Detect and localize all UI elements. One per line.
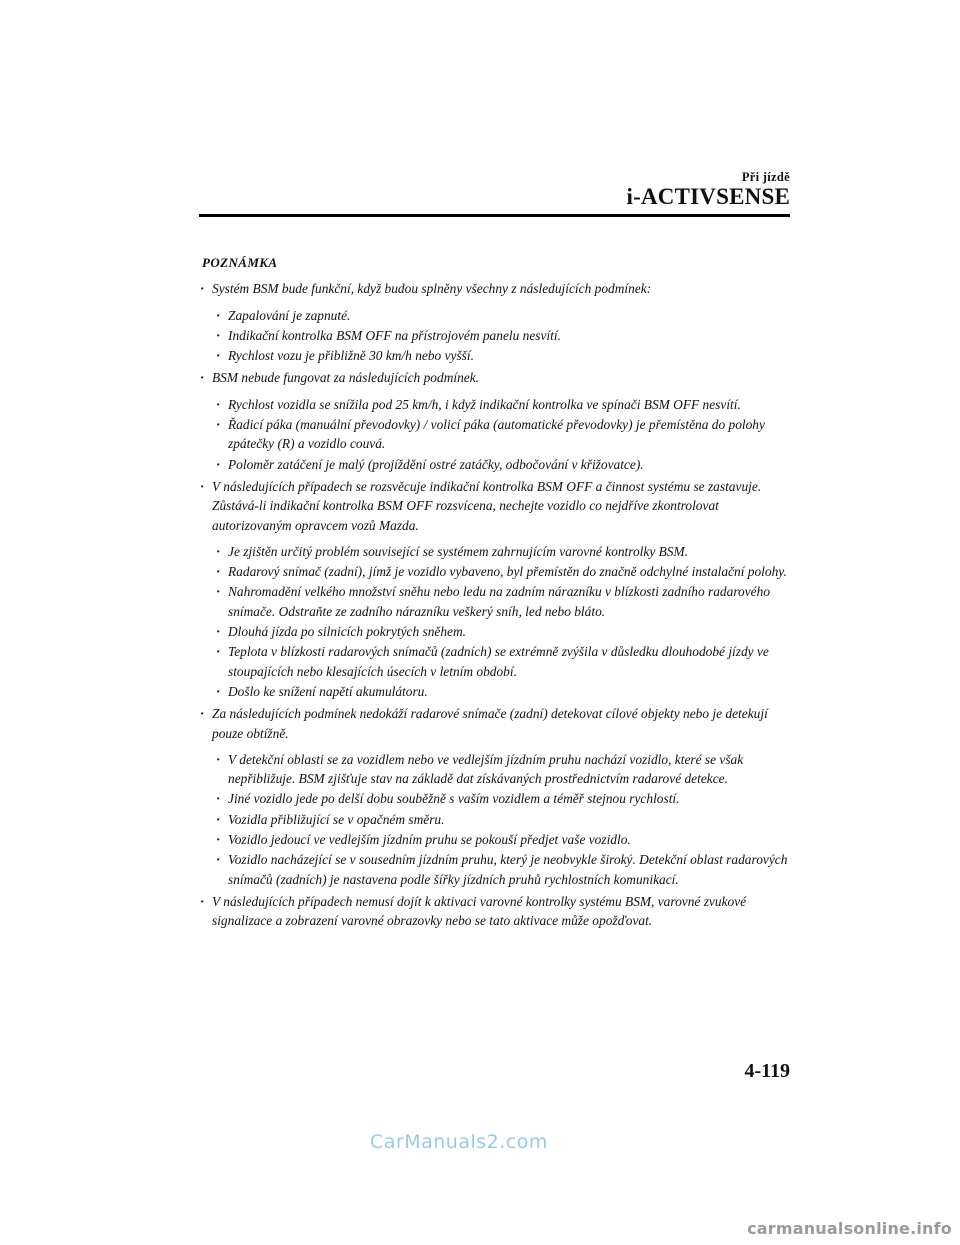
note-sublist	[199, 395, 791, 474]
note-item: · V následujících případech nemusí dojít k aktivaci varovné kontrolky systému BSM, varovné zvukové signalizace a zobrazení varovné obrazovky nebo se tato aktivace může opožďovat.	[199, 892, 791, 931]
note-block	[199, 253, 791, 935]
header-section-label: Při jízdě	[741, 170, 790, 184]
note-title: POZNÁMKA	[202, 255, 278, 270]
note-subitem: · Vozidla přibližující se v opačném směru.	[199, 810, 791, 829]
page-number: 4-119	[744, 1060, 790, 1082]
note-item: · Systém BSM bude funkční, když budou splněny všechny z následujících podmínek:	[199, 279, 791, 298]
note-subitem: · Vozidlo jedoucí ve vedlejším jízdním pruhu se pokouší předjet vaše vozidlo.	[199, 830, 791, 849]
note-subitem: · Jiné vozidlo jede po delší dobu souběžně s vaším vozidlem a téměř stejnou rychlostí.	[199, 789, 791, 808]
note-subitem: · Došlo ke snížení napětí akumulátoru.	[199, 682, 791, 701]
note-item: · Za následujících podmínek nedokáží radarové snímače (zadní) detekovat cílové objekty nebo je detekují pouze obtížně.	[199, 704, 791, 743]
note-subitem: · Poloměr zatáčení je malý (projíždění ostré zatáčky, odbočování v křižovatce).	[199, 455, 791, 474]
note-sublist	[199, 542, 791, 701]
note-sublist	[199, 306, 791, 366]
header-rule	[199, 214, 790, 217]
note-subitem: · Indikační kontrolka BSM OFF na přístrojovém panelu nesvítí.	[199, 326, 791, 345]
note-item: · V následujících případech se rozsvěcuje indikační kontrolka BSM OFF a činnost systému se zastavuje. Zůstává-li indikační kontrolka BSM OFF rozsvícena, nechejte vozidlo co nejdříve zkontrolovat autorizovaným opravcem vozů Mazda.	[199, 477, 791, 535]
header-chapter-title: i-ACTIVSENSE	[626, 184, 790, 209]
note-subitem: · Rychlost vozidla se snížila pod 25 km/h, i když indikační kontrolka ve spínači BSM OFF nesvítí.	[199, 395, 791, 414]
note-subitem: · Dlouhá jízda po silnicích pokrytých sněhem.	[199, 622, 791, 641]
note-subitem: · Rychlost vozu je přibližně 30 km/h nebo vyšší.	[199, 346, 791, 365]
note-subitem: · Zapalování je zapnuté.	[199, 306, 791, 325]
note-subitem: · Řadicí páka (manuální převodovky) / volicí páka (automatické převodovky) je přemístěna do polohy zpátečky (R) a vozidlo couvá.	[199, 415, 791, 454]
note-subitem: · Nahromadění velkého množství sněhu nebo ledu na zadním nárazníku v blízkosti zadního radarového snímače. Odstraňte ze zadního nárazníku veškerý sníh, led nebo bláto.	[199, 582, 791, 621]
note-subitem: · Vozidlo nacházející se v sousedním jízdním pruhu, který je neobvykle široký. Detekční oblast radarových snímačů (zadních) je nastavena podle šířky jízdních pruhů rychlostních komunikací.	[199, 850, 791, 889]
note-subitem: · Je zjištěn určitý problém související se systémem zahrnujícím varovné kontrolky BSM.	[199, 542, 791, 561]
footer-site-link[interactable]: carmanualsonline.info	[747, 1219, 952, 1238]
note-sublist	[199, 750, 791, 889]
note-subitem: · Teplota v blízkosti radarových snímačů (zadních) se extrémně zvýšila v důsledku dlouhodobé jízdy ve stoupajících nebo klesajících úsecích v letním období.	[199, 642, 791, 681]
note-item: · BSM nebude fungovat za následujících podmínek.	[199, 368, 791, 387]
watermark-logo[interactable]: CarManuals2.com	[370, 1131, 548, 1153]
note-subitem: · Radarový snímač (zadní), jímž je vozidlo vybaveno, byl přemístěn do značně odchylné instalační polohy.	[199, 562, 791, 581]
note-subitem: · V detekční oblasti se za vozidlem nebo ve vedlejším jízdním pruhu nachází vozidlo, které se však nepřibližuje. BSM zjišťuje stav na základě dat získávaných prostřednictvím radarové detekce.	[199, 750, 791, 789]
